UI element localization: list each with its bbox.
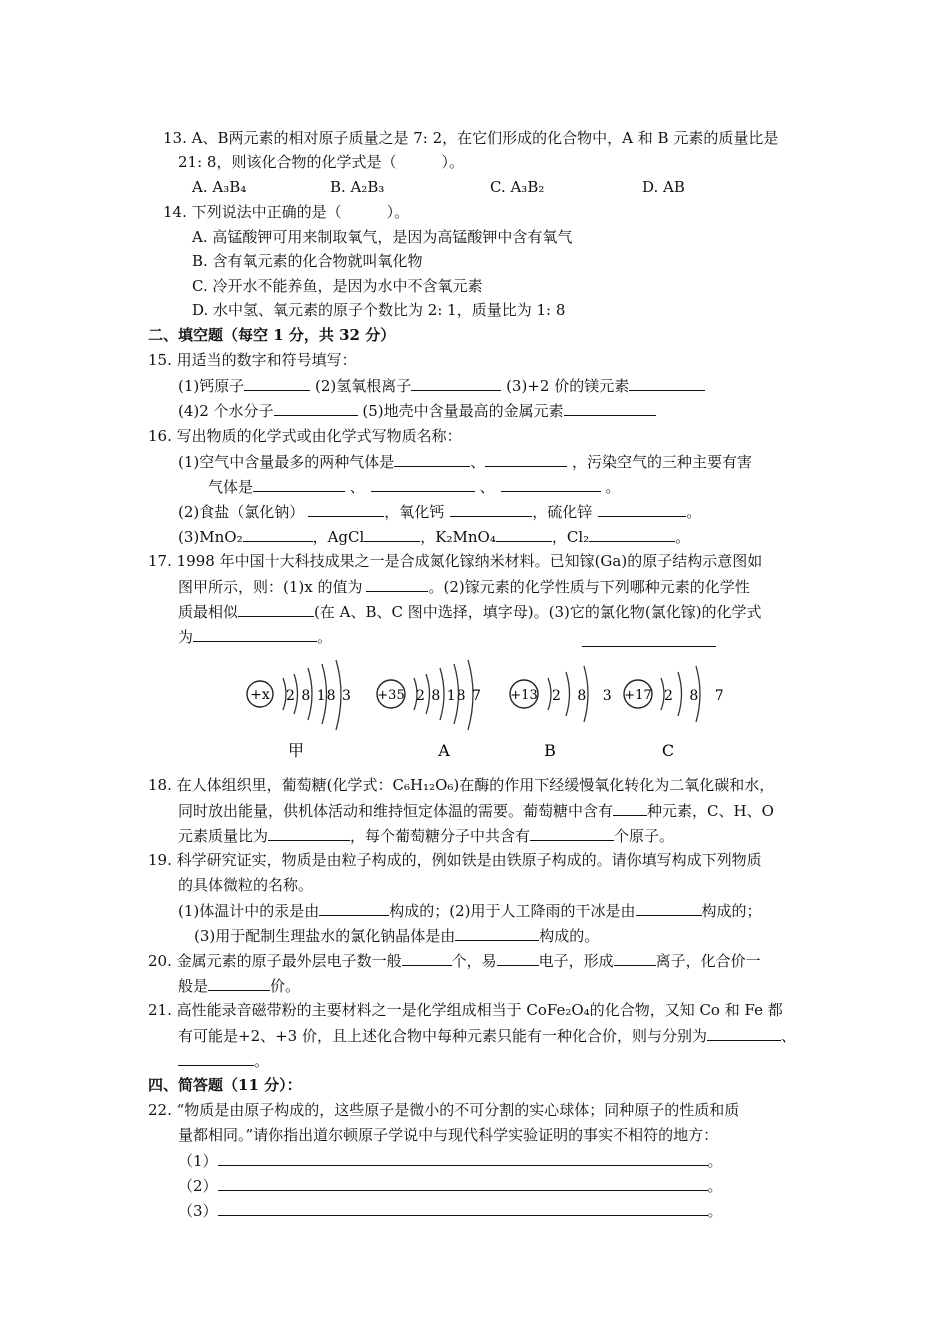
q21-text: 。 xyxy=(254,1052,270,1070)
q20-text: 价。 xyxy=(270,977,301,995)
q16-row2 xyxy=(208,476,620,497)
q18-line3 xyxy=(178,825,674,846)
q22-line1: 22. “物质是由原子构成的，这些原子是微小的不可分割的实心球体；同种原子的性质和质 xyxy=(148,1101,740,1119)
q16-text: (1)空气中含量最多的两种气体是 xyxy=(178,453,395,471)
q15-part3: (3)+2 价的镁元素 xyxy=(506,377,630,395)
q21-line1: 21. 高性能录音磁带粉的主要材料之一是化学组成相当于 CoFe₂O₄的化合物，又知 Co 和 Fe 都 xyxy=(148,1001,783,1019)
q16-blank[interactable] xyxy=(253,476,345,492)
q16-text: ，硫化锌 xyxy=(532,503,593,521)
q13-line1: 13. A、B两元素的相对原子质量之是 7: 2，在它们形成的化合物中，A 和 B 元素的质量比是 xyxy=(163,129,779,147)
q16-text: 、 xyxy=(470,453,486,471)
q22-answer-1 xyxy=(178,1150,723,1171)
q22-answer-line[interactable] xyxy=(218,1150,708,1166)
q19-blank[interactable] xyxy=(636,900,702,916)
q18-text: 种元素，C、H、O xyxy=(647,802,774,820)
q15-part2: (2)氢氧根离子 xyxy=(315,377,412,395)
q13-option-b: B. A₂B₃ xyxy=(330,178,385,196)
q18-text: 同时放出能量，供机体活动和维持恒定体温的需要。葡萄糖中含有 xyxy=(178,802,614,820)
q17-line3 xyxy=(178,601,762,622)
atom-shells: 2 8 7 xyxy=(664,688,730,704)
q15-blank3[interactable] xyxy=(629,375,705,391)
atom-label: A xyxy=(438,741,450,760)
q19-text: 构成的； xyxy=(701,902,762,920)
q15-stem: 15. 用适当的数字和符号填写： xyxy=(148,351,357,369)
atom-nucleus: +x xyxy=(250,687,270,703)
q13-option-a: A. A₃B₄ xyxy=(192,178,247,196)
q17-blank-x[interactable] xyxy=(366,576,428,592)
q20-line1 xyxy=(148,950,761,971)
q17-text: 质最相似 xyxy=(178,603,239,621)
atom-shells: 2 8 18 3 xyxy=(286,688,352,704)
q21-line3 xyxy=(178,1050,269,1071)
q22-item-label: （1） xyxy=(178,1152,218,1170)
q22-answer-2 xyxy=(178,1175,723,1196)
q20-text: 电子，形成 xyxy=(538,952,614,970)
q14-stem: 14. 下列说法中正确的是（ ）。 xyxy=(163,203,410,221)
q13-option-d: D. AB xyxy=(642,178,685,196)
q19-text: (1)体温计中的汞是由 xyxy=(178,902,320,920)
q19-text: 构成的。 xyxy=(539,927,600,945)
q18-blank[interactable] xyxy=(613,800,647,816)
q15-blank4[interactable] xyxy=(274,400,358,416)
q17-line2 xyxy=(178,576,750,597)
q17-text: 图甲所示，则：(1)x 的值为 xyxy=(178,578,363,596)
q20-blank[interactable] xyxy=(208,975,270,991)
q16-text: ，AgCl xyxy=(312,528,365,546)
q20-text: 个，易 xyxy=(451,952,497,970)
q19-line3 xyxy=(178,900,762,921)
q17-text: 为 xyxy=(178,628,194,646)
q16-blank[interactable] xyxy=(364,526,420,542)
q16-blank[interactable] xyxy=(496,526,552,542)
q16-blank[interactable] xyxy=(589,526,675,542)
q17-line1: 17. 1998 年中国十大科技成果之一是合成氮化镓纳米材料。已知镓(Ga)的原子结构示意图如 xyxy=(148,552,763,570)
q21-text: 有可能是+2、+3 价，且上述化合物中每种元素只能有一种化合价，则与分别为 xyxy=(178,1027,707,1045)
q18-blank[interactable] xyxy=(530,825,614,841)
q17-text: 。 xyxy=(317,628,333,646)
q22-line2: 量都相同。”请你指出道尔顿原子学说中与现代科学实验证明的事实不相符的地方： xyxy=(178,1126,719,1144)
atom-diagram-c xyxy=(624,666,730,760)
q15-part1: (1)钙原子 xyxy=(178,377,245,395)
q20-text: 般是 xyxy=(178,977,209,995)
q16-text: ，K₂MnO₄ xyxy=(420,528,496,546)
q16-text: (2)食盐（氯化钠） xyxy=(178,503,305,521)
q22-item-label: （3） xyxy=(178,1202,218,1220)
atom-label: B xyxy=(544,741,556,760)
q16-text: 。 xyxy=(686,503,702,521)
q16-row4 xyxy=(178,526,690,547)
q16-text: 、 xyxy=(479,478,495,496)
q21-blank[interactable] xyxy=(178,1050,254,1066)
q16-blank[interactable] xyxy=(450,501,532,517)
atom-nucleus: +17 xyxy=(624,688,652,703)
q21-blank[interactable] xyxy=(707,1025,781,1041)
atom-structure-diagrams xyxy=(236,652,730,770)
q22-item-label: （2） xyxy=(178,1177,218,1195)
q16-text: 。 xyxy=(605,478,621,496)
q13-option-c: C. A₃B₂ xyxy=(490,178,545,196)
q14-option-a: A. 高锰酸钾可用来制取氧气，是因为高锰酸钾中含有氧气 xyxy=(192,228,573,246)
q20-text: 离子，化合价一 xyxy=(655,952,761,970)
atom-nucleus: +35 xyxy=(377,688,405,703)
q22-end: 。 xyxy=(707,1202,723,1220)
q16-blank[interactable] xyxy=(394,451,470,467)
atom-shells: 2 8 3 xyxy=(552,688,618,704)
q15-blank5[interactable] xyxy=(564,400,656,416)
q16-text: (3)MnO₂ xyxy=(178,528,243,546)
q18-text: 元素质量比为 xyxy=(178,827,269,845)
q14-option-c: C. 冷开水不能养鱼，是因为水中不含氧元素 xyxy=(192,277,483,295)
section-4-heading: 四、简答题（11 分）： xyxy=(148,1076,302,1094)
q22-answer-line[interactable] xyxy=(218,1175,708,1191)
atom-nucleus: +13 xyxy=(510,688,538,703)
q20-blank[interactable] xyxy=(497,950,539,966)
atom-diagram-a xyxy=(377,660,482,760)
q22-end: 。 xyxy=(707,1177,723,1195)
q19-line4 xyxy=(194,925,599,946)
q16-blank[interactable] xyxy=(243,526,313,542)
q19-line1: 19. 科学研究证实，物质是由粒子构成的，例如铁是由铁原子构成的。请你填写构成下列物质 xyxy=(148,851,762,869)
q15-row2 xyxy=(178,400,656,421)
q19-blank[interactable] xyxy=(455,925,539,941)
q18-text: 个原子。 xyxy=(614,827,675,845)
q16-text: ，污染空气的三种主要有害 xyxy=(572,453,753,471)
q16-row1 xyxy=(178,451,752,472)
q17-blank-similar[interactable] xyxy=(238,601,314,617)
q22-end: 。 xyxy=(707,1152,723,1170)
q18-line2 xyxy=(178,800,774,821)
q16-blank[interactable] xyxy=(485,451,567,467)
q16-text: ，氧化钙 xyxy=(384,503,445,521)
q19-text: (3)用于配制生理盐水的氯化钠晶体是由 xyxy=(194,927,456,945)
atom-diagram-jia xyxy=(247,660,352,760)
q16-blank[interactable] xyxy=(501,476,601,492)
q16-text: ，Cl₂ xyxy=(551,528,590,546)
q14-option-b: B. 含有氧元素的化合物就叫氧化物 xyxy=(192,252,423,270)
q15-part5: (5)地壳中含量最高的金属元素 xyxy=(362,402,564,420)
q22-answer-3 xyxy=(178,1200,723,1221)
q22-answer-line[interactable] xyxy=(218,1200,708,1216)
q15-row1 xyxy=(178,375,705,396)
q20-blank[interactable] xyxy=(402,950,452,966)
q18-line1: 18. 在人体组织里，葡萄糖(化学式：C₆H₁₂O₆)在酶的作用下经缓慢氧化转化为二氧化碳和水， xyxy=(148,776,775,794)
q17-blank-formula[interactable] xyxy=(193,626,317,642)
atom-label: 甲 xyxy=(287,741,305,760)
q15-blank2[interactable] xyxy=(411,375,501,391)
q15-part4: (4)2 个水分子 xyxy=(178,402,274,420)
q17-text: (在 A、B、C 图中选择，填字母)。(3)它的氯化物(氯化镓)的化学式 xyxy=(314,603,762,621)
q16-text: 。 xyxy=(675,528,691,546)
q15-blank1[interactable] xyxy=(244,375,310,391)
q18-blank[interactable] xyxy=(268,825,350,841)
q17-text: 。(2)镓元素的化学性质与下列哪种元素的化学性 xyxy=(428,578,750,596)
q16-blank[interactable] xyxy=(598,501,686,517)
q16-stem: 16. 写出物质的化学式或由化学式写物质名称： xyxy=(148,427,462,445)
atom-diagram-b xyxy=(510,666,618,760)
section-2-heading: 二、填空题（每空 1 分，共 32 分） xyxy=(148,326,396,344)
q14-option-d: D. 水中氢、氧元素的原子个数比为 2: 1，质量比为 1: 8 xyxy=(192,301,566,319)
q20-line2 xyxy=(178,975,300,996)
q17-line4 xyxy=(178,626,332,647)
q21-line2 xyxy=(178,1025,796,1046)
q16-row3 xyxy=(178,501,701,522)
stray-rule xyxy=(582,646,716,647)
q20-blank[interactable] xyxy=(614,950,656,966)
q13-line2: 21: 8，则该化合物的化学式是（ ）。 xyxy=(178,153,464,171)
q16-blank[interactable] xyxy=(371,476,475,492)
atom-label: C xyxy=(661,741,675,760)
q16-blank[interactable] xyxy=(308,501,384,517)
q16-text: 气体是 xyxy=(208,478,254,496)
atom-shells: 2 8 18 7 xyxy=(416,688,482,704)
q18-text: ，每个葡萄糖分子中共含有 xyxy=(350,827,531,845)
q19-blank[interactable] xyxy=(319,900,389,916)
q19-text: 构成的；(2)用于人工降雨的干冰是由 xyxy=(389,902,636,920)
q20-text: 20. 金属元素的原子最外层电子数一般 xyxy=(148,952,402,970)
q21-text: 、 xyxy=(781,1027,797,1045)
q16-text: 、 xyxy=(349,478,365,496)
q19-line2: 的具体微粒的名称。 xyxy=(178,876,314,894)
